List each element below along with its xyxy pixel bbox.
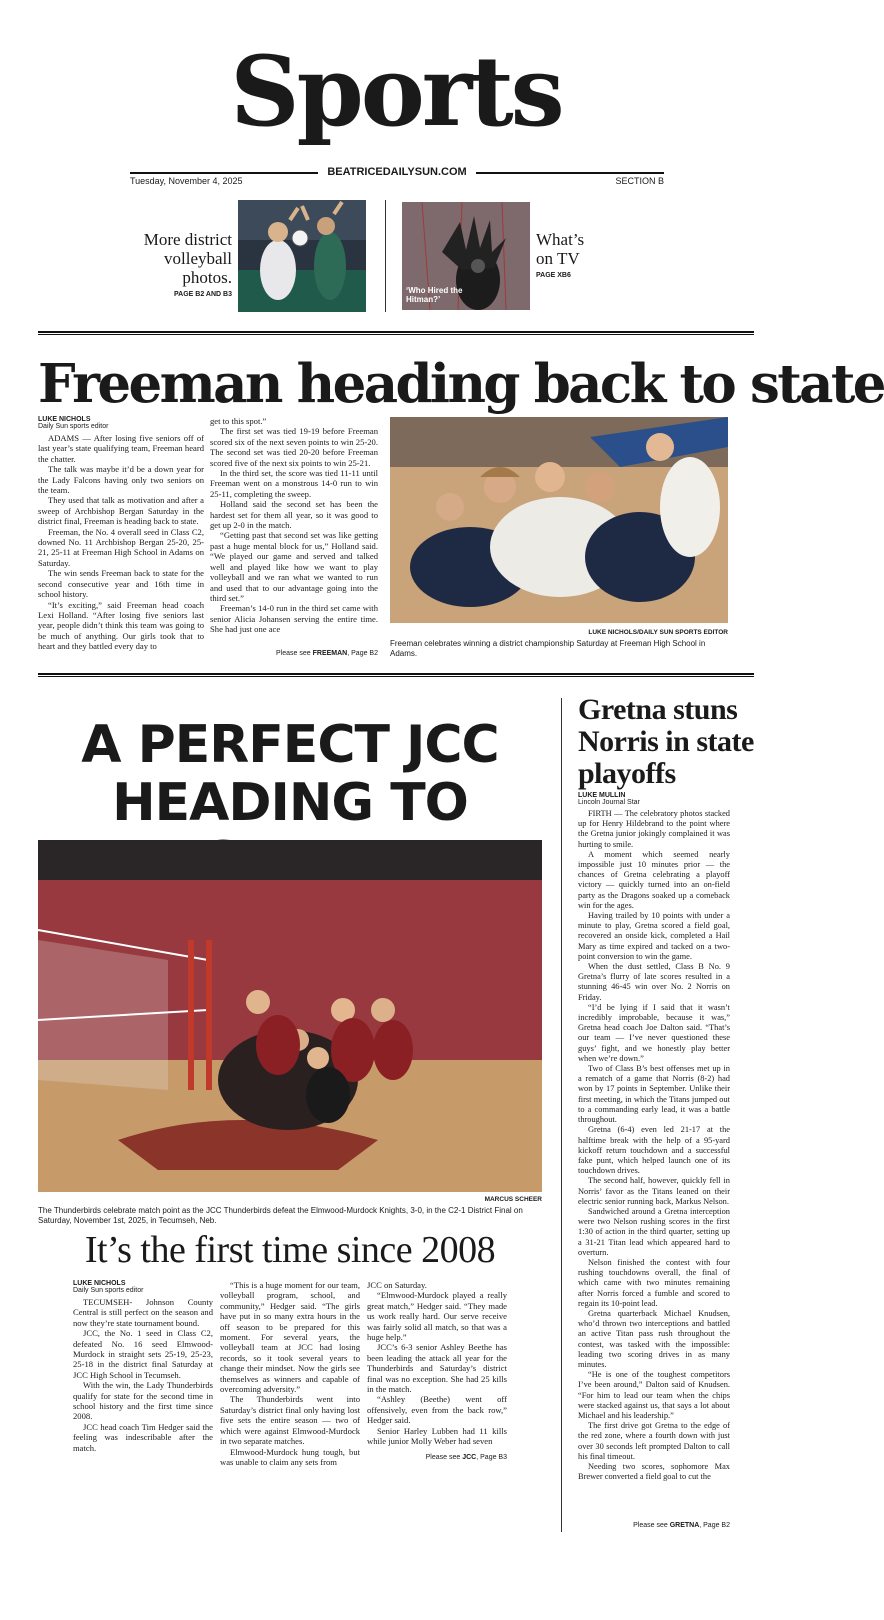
jump-word: JCC	[462, 1454, 477, 1461]
paragraph: Senior Harley Lubben had 11 kills while junior Molly Weber had seven	[367, 1425, 507, 1447]
paragraph: “Getting past that second set was like getting past a huge mental block for us,” Holland said. “We played our game and served and talked well and played like how we want to play volleyball and we ran what we wanted to run and used that to our advantage going into the third set.”	[210, 530, 378, 603]
gretna-headline: Gretna stuns Norris in state playoffs	[578, 693, 754, 790]
paragraph: The first drive got Gretna to the edge of the red zone, where a fourth down with just over 30 seconds left prompted Dalton to call his final timeout.	[578, 1421, 730, 1461]
jcc-byline-title: Daily Sun sports editor	[73, 1287, 144, 1294]
promo-tv-page: PAGE XB6	[536, 272, 571, 279]
freeman-body-col1	[38, 433, 204, 652]
jcc-body-col2	[220, 1280, 360, 1467]
jcc-jump-link[interactable]	[367, 1454, 507, 1461]
jcc-subhead: It’s the first time since 2008	[84, 1229, 496, 1271]
paragraph: Gretna (6-4) even led 21-17 at the halftime break with the help of a 95-yard kickoff return touchdown and a successful fake punt, which helped launch one of its touchdown drives.	[578, 1125, 730, 1176]
section-rule	[38, 331, 754, 335]
jump-word: FREEMAN	[312, 650, 348, 657]
paragraph: JCC on Saturday.	[367, 1280, 427, 1290]
freeman-byline-title: Daily Sun sports editor	[38, 423, 109, 430]
paragraph: With the win, the Lady Thunderbirds qualify for state for the second time in school history and the first time since 2008.	[73, 1380, 213, 1422]
paragraph: JCC head coach Tim Hedger said the feeling was indescribable after the match.	[73, 1421, 213, 1453]
paragraph: “He is one of the toughest competitors I’ve been around,” Dalton said of Knudsen. “For him to lead our team when the chips were stacked against us, that says a lot about Michael and his leadership.”	[578, 1370, 730, 1420]
section-rule-2	[38, 673, 754, 677]
jump-prefix: Please see	[425, 1454, 463, 1461]
paragraph: Gretna quarterback Michael Knudsen, who’d thrown two interceptions and battled an active Titan pass rush throughout the contest, was tasked with the impossible: leading two scoring drives in as many minutes.	[578, 1308, 730, 1369]
paragraph: Sandwiched around a Gretna interception were two Nelson rushing scores in the first 1:30 of action in the third quarter, setting up a 31-21 Titan lead which appeared hard to overturn.	[578, 1206, 730, 1257]
promo-tv[interactable]	[536, 230, 606, 279]
promo-volleyball-page: PAGE B2 AND B3	[174, 291, 232, 298]
masthead-rule-right	[476, 172, 664, 174]
freeman-photo[interactable]	[390, 417, 728, 623]
paragraph: Freeman, the No. 4 overall seed in Class C2, downed No. 11 Archbishop Bergan 25-20, 25-21, 25-11 at Freeman High School in Adams on Saturday.	[38, 526, 204, 568]
freeman-photo-image	[390, 417, 728, 623]
paragraph: The Thunderbirds went into Saturday’s district final only having lost five sets the entire season — two of which were against Elmwood-Murdock in two separate matches.	[220, 1394, 360, 1447]
jcc-headline-line2: HEADING TO	[112, 773, 468, 833]
paragraph: Having trailed by 10 points with under a minute to play, Gretna scored a field goal, recovered an onside kick, completed a Hail Mary as time expired and tacked on a two-point conversion to win the game.	[578, 911, 730, 961]
paragraph: Elmwood-Murdock hung tough, but was unable to claim any sets from	[220, 1446, 360, 1467]
masthead-title: Sports	[230, 35, 562, 148]
promo-divider	[385, 200, 386, 312]
paragraph: The second half, however, quickly fell in Norris’ favor as the Titans leaned on their electric senior running back, Markus Nelson.	[578, 1176, 730, 1206]
paragraph: “I’d be lying if I said that it wasn’t incredibly improbable, because it was,” Gretna head coach Joe Dalton said. “That’s our team — I’ve never questioned these guys’ fight, and we honestly play better when we’re down.”	[578, 1002, 730, 1063]
jump-prefix: Please see	[276, 650, 313, 657]
freeman-jump-link[interactable]	[210, 650, 378, 657]
freeman-headline: Freeman heading back to state	[38, 353, 884, 415]
promo-volleyball-photo[interactable]	[238, 200, 366, 312]
jcc-body-col3	[367, 1280, 507, 1447]
promo-volleyball-headline: More district volleyball photos.	[143, 230, 232, 287]
column-divider	[561, 698, 562, 1532]
paragraph: “Elmwood-Murdock played a really great match,” Hedger said. “They made us work really hard. Our serve receive was fairly solid all match, so that was a huge help.”	[367, 1290, 507, 1343]
paragraph: JCC, the No. 1 seed in Class C2, defeated No. 16 seed Elmwood-Murdock in straight sets 25-19, 25-23, 25-18 in the district final Saturday at JCC High School in Tecumseh.	[73, 1328, 213, 1380]
jcc-photo[interactable]	[38, 840, 542, 1192]
paragraph: Needing two scores, sophomore Max Brewer converted a field goal to cut the	[578, 1462, 730, 1482]
jump-word: GRETNA	[669, 1522, 700, 1529]
masthead-date: Tuesday, November 4, 2025	[130, 176, 243, 186]
jcc-photo-credit: MARCUS SCHEER	[484, 1196, 542, 1203]
gretna-byline-title: Lincoln Journal Star	[578, 799, 640, 806]
paragraph: The first set was tied 19-19 before Freeman scored six of the next seven points to win 25-20. The second set was tied 20-20 before Freeman scored five of the next six points to win 25-21.	[210, 426, 378, 468]
jump-suffix: , Page B3	[476, 1454, 507, 1461]
freeman-photo-credit: LUKE NICHOLS/DAILY SUN SPORTS EDITOR	[588, 629, 728, 636]
paragraph: Two of Class B’s best offenses met up in a rematch of a game that Norris (8-2) had won by 17 points in September. Unlike their first meeting, in which the Titans jumped out to a commanding early lead, it was a battle throughout.	[578, 1064, 730, 1125]
paragraph: ADAMS — After losing five seniors off of last year’s state qualifying team, Freeman heard the chatter.	[38, 433, 204, 464]
promo-tv-headline: What’s on TV	[536, 230, 585, 268]
paragraph: JCC’s 6-3 senior Ashley Beethe has been leading the attack all year for the Thunderbirds and Saturday’s district final was no exception. She had 25 kills in the match.	[367, 1342, 507, 1395]
freeman-column-2	[210, 416, 378, 635]
freeman-column-1	[38, 416, 204, 652]
paragraph: A moment which seemed nearly impossible just 10 minutes prior — the chances of Gretna celebrating a playoff victory — quickly turned into an on-field party as the Dragons soaked up a comeback win for the ages.	[578, 849, 730, 910]
jcc-photo-caption: The Thunderbirds celebrate match point as the JCC Thunderbirds defeat the Elmwood-Murdock Knights, 3-0, in the C2-1 District Final on Saturday, November 1st, 2025, in Tecumseh, Neb.	[38, 1206, 523, 1225]
masthead-section: SECTION B	[615, 176, 664, 186]
volleyball-photo-image	[238, 200, 366, 312]
masthead-site-link[interactable]: BEATRICEDAILYSUN.COM	[327, 166, 467, 178]
jcc-column-2	[220, 1280, 360, 1467]
gretna-jump-link[interactable]	[578, 1522, 730, 1529]
paragraph: FIRTH — The celebratory photos stacked up for Henry Hildebrand to the point where the Gretna junior jokingly complained it was hurting to smile.	[578, 809, 730, 849]
jcc-column-3	[367, 1280, 507, 1447]
jcc-body-col1	[73, 1297, 213, 1453]
jcc-byline-name: LUKE NICHOLS	[73, 1280, 126, 1287]
jcc-photo-image	[38, 840, 542, 1192]
jump-suffix: , Page B2	[699, 1522, 730, 1529]
paragraph: The talk was maybe it’d be a down year for the Lady Falcons having only two seniors on the team.	[38, 464, 204, 496]
paragraph: They used that talk as motivation and after a sweep of Archbishop Bergan Saturday in the district final, Freeman is heading back to state.	[38, 495, 204, 527]
jcc-column-1	[73, 1280, 213, 1453]
paragraph: “It’s exciting,” said Freeman head coach Lexi Holland. “After losing five seniors last year, people didn’t think this team was going to be much of anything. Our girls took that to heart and they battled every day to	[38, 599, 204, 652]
paragraph: In the third set, the score was tied 11-11 until Freeman went on a monstrous 14-0 run to win 25-11, completing the sweep.	[210, 468, 378, 499]
promo-tv-image-caption: ‘Who Hired the Hitman?’	[406, 286, 463, 304]
paragraph: Nelson finished the contest with four rushing touchdowns overall, the final of which came with two minutes remaining after Norris forced a fumble and scored to regain its 10-point lead.	[578, 1257, 730, 1308]
promo-tv-photo[interactable]	[402, 202, 530, 310]
paragraph: “Ashley (Beethe) went off offensively, even from the back row,” Hedger said.	[367, 1394, 507, 1426]
promo-volleyball[interactable]	[120, 230, 232, 298]
paragraph: Holland said the second set has been the hardest set for them all year, so it was good to get up 2-0 in the match.	[210, 499, 378, 531]
gretna-body	[578, 809, 730, 1482]
freeman-photo-caption: Freeman celebrates winning a district championship Saturday at Freeman High School in Adams.	[390, 639, 706, 658]
jump-prefix: Please see	[633, 1522, 670, 1529]
jcc-headline-line1: A PERFECT JCC	[81, 715, 499, 775]
paragraph: get to this spot.”	[210, 416, 267, 426]
freeman-byline-name: LUKE NICHOLS	[38, 416, 91, 423]
freeman-body-col2	[210, 416, 378, 635]
gretna-column	[578, 792, 730, 1482]
paragraph: Freeman’s 14-0 run in the third set came with senior Alicia Johansen serving the entire time. She had just one ace	[210, 603, 378, 635]
masthead-rule-left	[130, 172, 318, 174]
paragraph: When the dust settled, Class B No. 9 Gretna’s flurry of late scores resulted in a stunning 46-45 win over No. 2 Norris on Friday.	[578, 962, 730, 1002]
gretna-byline-name: LUKE MULLIN	[578, 792, 626, 799]
paragraph: “This is a huge moment for our team, volleyball program, school, and community,” Hedger said. “The girls have put in so many extra hours in the off season to be prepared for this moment. For several years, the volleyball team at JCC had losing records, so it took several years to change their mindset. Now the girls see themselves as winners and capable of overcoming adversity.”	[220, 1280, 360, 1395]
jump-suffix: , Page B2	[347, 650, 378, 657]
paragraph: The win sends Freeman back to state for the second consecutive year and 16th time in school history.	[38, 568, 204, 600]
paragraph: TECUMSEH- Johnson County Central is still perfect on the season and now they’re state tournament bound.	[73, 1297, 213, 1328]
